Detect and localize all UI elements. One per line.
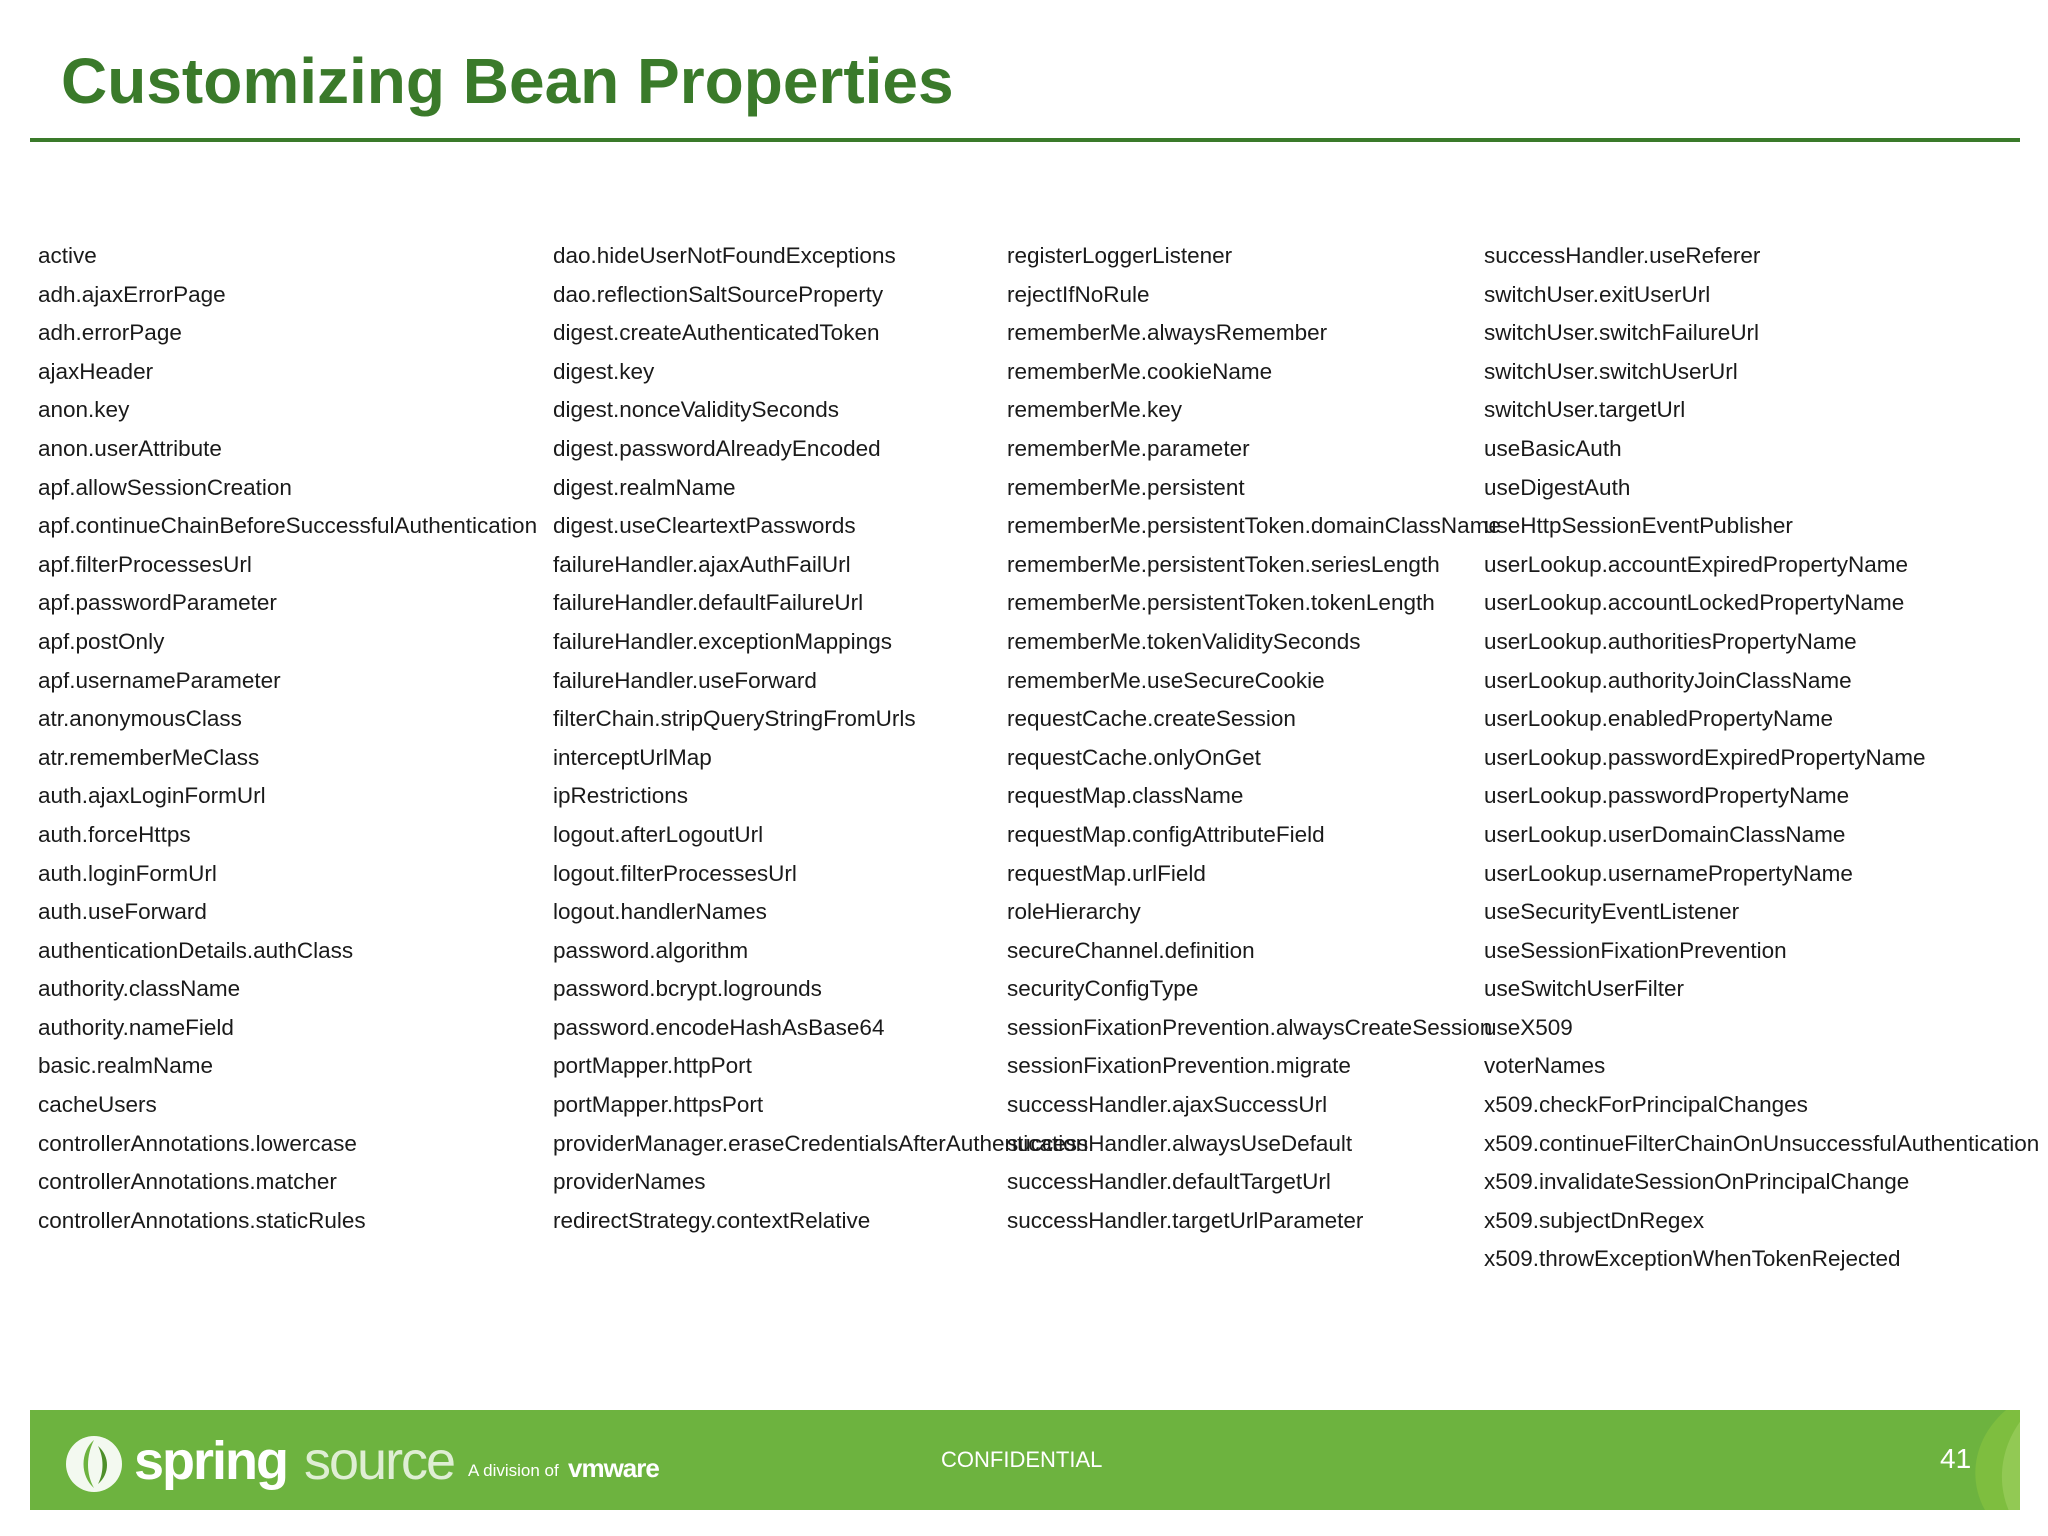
property-name: apf.usernameParameter xyxy=(38,667,281,693)
property-name: logout.filterProcessesUrl xyxy=(553,860,797,886)
property-name: userLookup.usernamePropertyName xyxy=(1484,860,1853,886)
property-name: switchUser.targetUrl xyxy=(1484,397,1686,423)
property-name: sessionFixationPrevention.migrate xyxy=(1007,1053,1351,1079)
property-name: password.algorithm xyxy=(553,937,749,963)
property-name: ajaxHeader xyxy=(38,358,154,384)
property-name: userLookup.accountLockedPropertyName xyxy=(1484,590,1905,616)
property-name: successHandler.ajaxSuccessUrl xyxy=(1007,1092,1328,1118)
property-name: controllerAnnotations.lowercase xyxy=(38,1130,357,1156)
property-name: apf.postOnly xyxy=(38,628,165,654)
property-name: rememberMe.key xyxy=(1007,397,1183,423)
property-name: adh.ajaxErrorPage xyxy=(38,281,226,307)
property-name: password.encodeHashAsBase64 xyxy=(553,1014,885,1040)
property-name: requestMap.className xyxy=(1007,783,1244,809)
property-name: successHandler.targetUrlParameter xyxy=(1007,1207,1364,1233)
property-name: userLookup.passwordPropertyName xyxy=(1484,783,1850,809)
property-name: apf.continueChainBeforeSuccessfulAuthentication xyxy=(38,513,538,539)
property-name: password.bcrypt.logrounds xyxy=(553,976,822,1002)
property-column-1 xyxy=(38,237,537,1240)
property-name: useHttpSessionEventPublisher xyxy=(1484,513,1793,539)
property-name: anon.key xyxy=(38,397,130,423)
property-name: userLookup.enabledPropertyName xyxy=(1484,706,1833,732)
property-name: x509.invalidateSessionOnPrincipalChange xyxy=(1484,1169,1910,1195)
property-name: providerManager.eraseCredentialsAfterAuthentication xyxy=(553,1130,1089,1156)
title-divider xyxy=(30,138,2020,142)
property-name: userLookup.passwordExpiredPropertyName xyxy=(1484,744,1926,770)
logo-vmware-text: vmware xyxy=(568,1453,659,1483)
property-column-3 xyxy=(1007,237,1501,1240)
property-name: failureHandler.ajaxAuthFailUrl xyxy=(553,551,851,577)
property-name: voterNames xyxy=(1484,1053,1606,1079)
property-name: controllerAnnotations.staticRules xyxy=(38,1207,366,1233)
property-name: rememberMe.persistentToken.domainClassName xyxy=(1007,513,1501,539)
property-name: apf.allowSessionCreation xyxy=(38,474,292,500)
property-name: basic.realmName xyxy=(38,1053,214,1079)
property-name: logout.afterLogoutUrl xyxy=(553,821,764,847)
property-name: portMapper.httpsPort xyxy=(553,1092,764,1118)
property-name: ipRestrictions xyxy=(553,783,689,809)
property-name: switchUser.switchUserUrl xyxy=(1484,358,1738,384)
property-name: atr.rememberMeClass xyxy=(38,744,260,770)
property-name: rememberMe.tokenValiditySeconds xyxy=(1007,628,1361,654)
property-name: failureHandler.exceptionMappings xyxy=(553,628,892,654)
property-name: rememberMe.persistentToken.tokenLength xyxy=(1007,590,1435,616)
property-name: anon.userAttribute xyxy=(38,435,222,461)
property-name: x509.subjectDnRegex xyxy=(1484,1207,1705,1233)
property-name: filterChain.stripQueryStringFromUrls xyxy=(553,706,916,732)
property-name: sessionFixationPrevention.alwaysCreateSession xyxy=(1007,1014,1493,1040)
property-name: authenticationDetails.authClass xyxy=(38,937,354,963)
property-name: failureHandler.useForward xyxy=(553,667,817,693)
confidential-label: CONFIDENTIAL xyxy=(941,1447,1103,1472)
property-name: requestMap.configAttributeField xyxy=(1007,821,1325,847)
property-name: auth.forceHttps xyxy=(38,821,191,847)
property-name: userLookup.authorityJoinClassName xyxy=(1484,667,1852,693)
property-name: useSecurityEventListener xyxy=(1484,899,1740,925)
property-name: requestCache.createSession xyxy=(1007,706,1296,732)
property-name: controllerAnnotations.matcher xyxy=(38,1169,337,1195)
property-name: successHandler.alwaysUseDefault xyxy=(1007,1130,1353,1156)
property-name: userLookup.userDomainClassName xyxy=(1484,821,1846,847)
property-name: logout.handlerNames xyxy=(553,899,767,925)
property-name: authority.className xyxy=(38,976,241,1002)
property-name: auth.useForward xyxy=(38,899,207,925)
property-name: useX509 xyxy=(1484,1014,1573,1040)
property-name: x509.throwExceptionWhenTokenRejected xyxy=(1484,1246,1901,1272)
property-name: atr.anonymousClass xyxy=(38,706,242,732)
property-name: authority.nameField xyxy=(38,1014,234,1040)
slide-title: Customizing Bean Properties xyxy=(61,45,954,117)
property-name: useDigestAuth xyxy=(1484,474,1631,500)
logo-spring-text: spring xyxy=(134,1431,288,1491)
property-name: useBasicAuth xyxy=(1484,435,1622,461)
property-name: successHandler.defaultTargetUrl xyxy=(1007,1169,1331,1195)
property-name: digest.passwordAlreadyEncoded xyxy=(553,435,881,461)
property-name: dao.hideUserNotFoundExceptions xyxy=(553,243,896,268)
property-name: rememberMe.alwaysRemember xyxy=(1007,320,1328,346)
property-name: rememberMe.persistentToken.seriesLength xyxy=(1007,551,1440,577)
property-name: digest.nonceValiditySeconds xyxy=(553,397,840,423)
property-column-4 xyxy=(1484,237,2039,1279)
property-name: cacheUsers xyxy=(38,1092,157,1118)
property-name: switchUser.switchFailureUrl xyxy=(1484,320,1760,346)
property-name: requestCache.onlyOnGet xyxy=(1007,744,1261,770)
property-name: apf.passwordParameter xyxy=(38,590,277,616)
property-name: secureChannel.definition xyxy=(1007,937,1255,963)
springsource-leaf-icon xyxy=(64,1434,124,1494)
property-name: switchUser.exitUserUrl xyxy=(1484,281,1711,307)
property-name: adh.errorPage xyxy=(38,320,182,346)
property-name: digest.realmName xyxy=(553,474,736,500)
logo-source-text: source xyxy=(304,1431,455,1491)
springsource-logo xyxy=(64,1428,724,1494)
property-name: userLookup.accountExpiredPropertyName xyxy=(1484,551,1908,577)
logo-division-text: A division of xyxy=(468,1461,559,1480)
property-name: apf.filterProcessesUrl xyxy=(38,551,252,577)
property-name: auth.ajaxLoginFormUrl xyxy=(38,783,266,809)
property-name: roleHierarchy xyxy=(1007,899,1141,925)
property-name: dao.reflectionSaltSourceProperty xyxy=(553,281,884,307)
property-name: securityConfigType xyxy=(1007,976,1199,1002)
property-name: rememberMe.cookieName xyxy=(1007,358,1273,384)
property-name: rememberMe.persistent xyxy=(1007,474,1245,500)
property-name: redirectStrategy.contextRelative xyxy=(553,1207,871,1233)
footer-bar xyxy=(30,1410,2020,1510)
property-name: interceptUrlMap xyxy=(553,744,712,770)
property-name: useSwitchUserFilter xyxy=(1484,976,1685,1002)
property-name: digest.key xyxy=(553,358,655,384)
property-name: auth.loginFormUrl xyxy=(38,860,217,886)
property-name: requestMap.urlField xyxy=(1007,860,1206,886)
page-number: 41 xyxy=(1940,1443,1972,1474)
property-name: failureHandler.defaultFailureUrl xyxy=(553,590,864,616)
property-name: successHandler.useReferer xyxy=(1484,243,1761,268)
property-name: registerLoggerListener xyxy=(1007,243,1233,268)
property-name: active xyxy=(38,243,97,268)
property-name: digest.useCleartextPasswords xyxy=(553,513,856,539)
property-name: rememberMe.useSecureCookie xyxy=(1007,667,1325,693)
property-name: rememberMe.parameter xyxy=(1007,435,1250,461)
property-name: useSessionFixationPrevention xyxy=(1484,937,1787,963)
property-name: providerNames xyxy=(553,1169,706,1195)
property-name: portMapper.httpPort xyxy=(553,1053,752,1079)
property-name: userLookup.authoritiesPropertyName xyxy=(1484,628,1857,654)
property-name: x509.continueFilterChainOnUnsuccessfulAuthentication xyxy=(1484,1130,2040,1156)
property-name: x509.checkForPrincipalChanges xyxy=(1484,1092,1808,1118)
property-name: digest.createAuthenticatedToken xyxy=(553,320,880,346)
property-name: rejectIfNoRule xyxy=(1007,281,1150,307)
